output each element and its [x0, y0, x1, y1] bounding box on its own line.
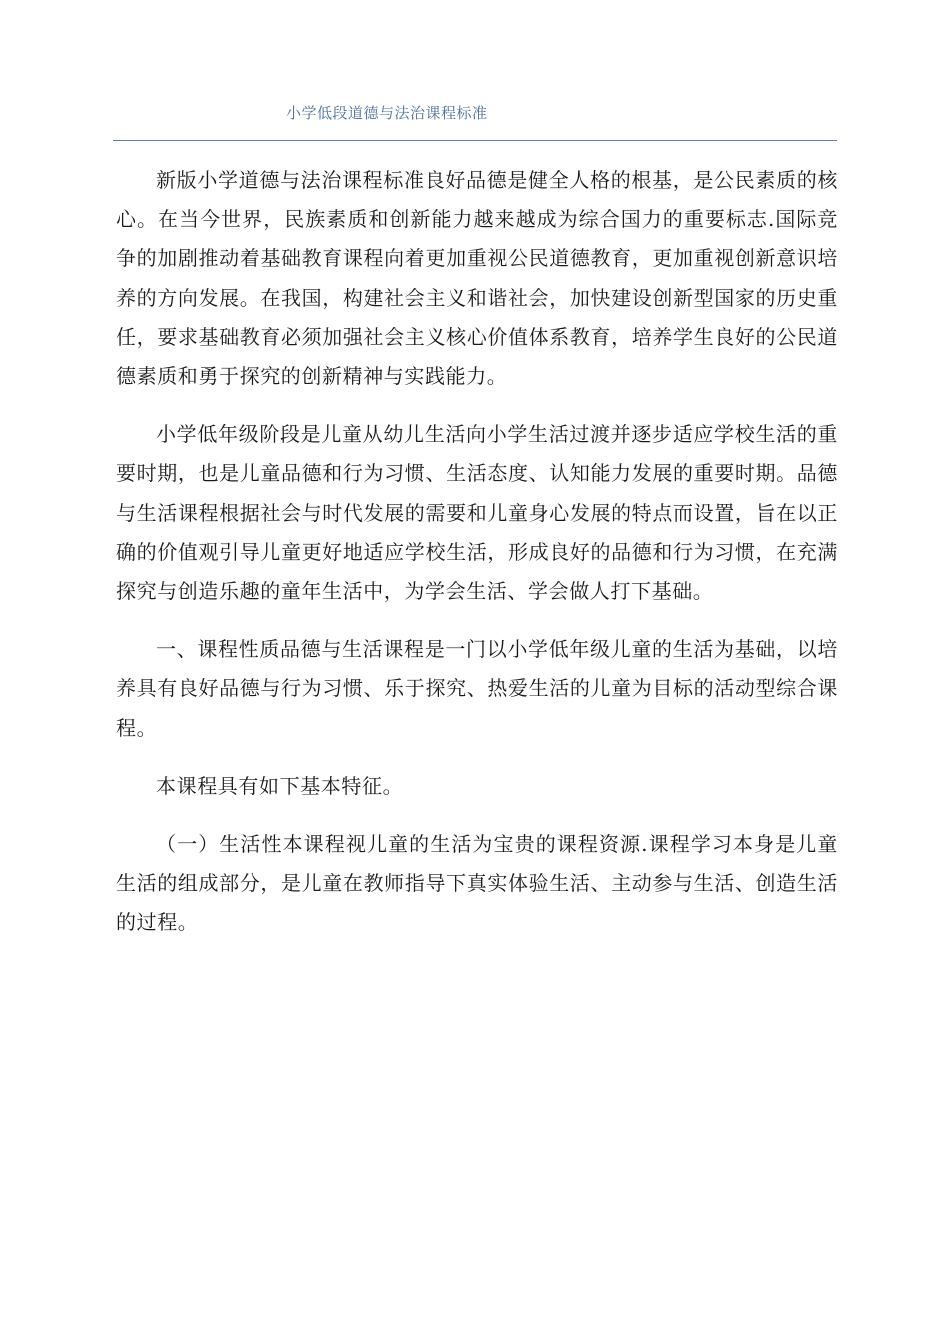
paragraph-intro: 新版小学道德与法治课程标准良好品德是健全人格的根基，是公民素质的核心。在当今世界，民族素质和创新能力越来越成为综合国力的重要标志.国际竞争的加剧推动着基础教育课程向着更加重视公民道德教育，更加重视创新意识培养的方向发展。在我国，构建社会主义和谐社会，加快建设创新型国家的历史重任，要求基础教育必须加强社会主义核心价值体系教育，培养学生良好的公民道德素质和勇于探究的创新精神与实践能力。 — [116, 168, 838, 389]
paragraph-feature-life: （一）生活性本课程视儿童的生活为宝贵的课程资源.课程学习本身是儿童生活的组成部分，是儿童在教师指导下真实体验生活、主动参与生活、创造生活的过程。 — [116, 832, 838, 935]
paragraph-course-nature: 一、课程性质品德与生活课程是一门以小学低年级儿童的生活为基础，以培养具有良好品德与行为习惯、乐于探究、热爱生活的儿童为目标的活动型综合课程。 — [116, 637, 838, 740]
paragraph-lower-grades: 小学低年级阶段是儿童从幼儿生活向小学生活过渡并逐步适应学校生活的重要时期，也是儿童品德和行为习惯、生活态度、认知能力发展的重要时期。品德与生活课程根据社会与时代发展的需要和儿童身心发展的特点而设置，旨在以正确的价值观引导儿童更好地适应学校生活，形成良好的品德和行为习惯，在充满探究与创造乐趣的童年生活中，为学会生活、学会做人打下基础。 — [116, 422, 838, 604]
header-divider — [113, 140, 837, 141]
paragraph-features-intro: 本课程具有如下基本特征。 — [156, 773, 404, 798]
document-body — [116, 161, 838, 962]
running-header-title: 小学低段道德与法治课程标准 — [286, 104, 488, 122]
